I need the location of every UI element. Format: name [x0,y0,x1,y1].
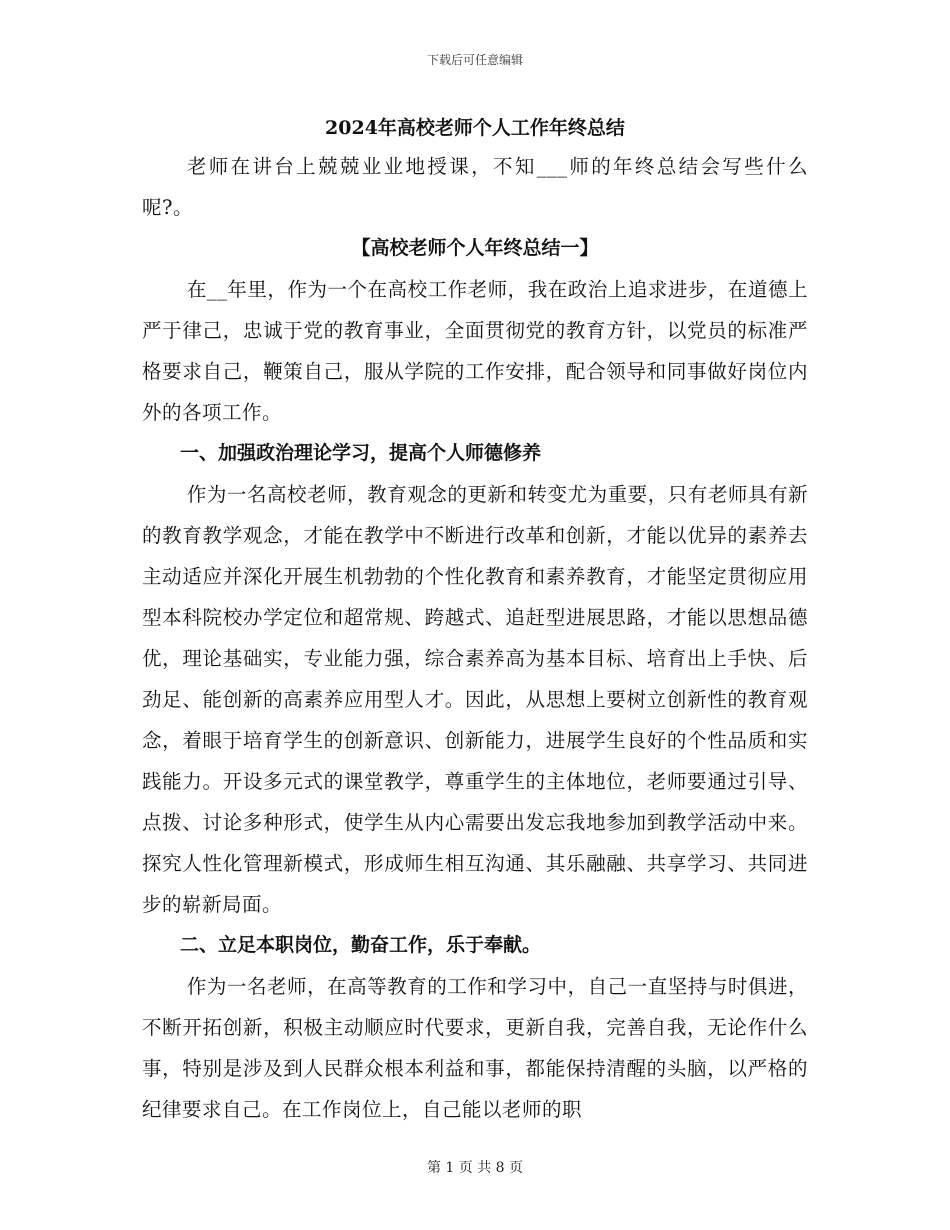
page-header: 下载后可任意编辑 [426,53,523,67]
document-title: 2024年高校老师个人工作年终总结 [325,117,625,139]
section-title: 【高校老师个人年终总结一】 [351,237,599,259]
paragraph-1: 在__年里，作为一个在高校工作老师，我在政治上追求进步，在道德上严于律己，忠诚于党的教育事业，全面贯彻党的教育方针，以党员的标准严格要求自己，鞭策自己，服从学院的工作安排，配合领导和同事做好岗位内外的各项工作。 [142,278,808,424]
intro-paragraph: 老师在讲台上兢兢业业地授课，不知___师的年终总结会写些什么呢?。 [142,155,808,219]
page-footer: 第 1 页 共 8 页 [426,1160,524,1176]
paragraph-3: 作为一名老师，在高等教育的工作和学习中，自己一直坚持与时俱进，不断开拓创新，积极主动顺应时代要求，更新自我，完善自我，无论作什么事，特别是涉及到人民群众根本利益和事，都能保持清醒的头脑，以严格的纪律要求自己。在工作岗位上，自己能以老师的职 [142,975,808,1121]
document-body [142,110,808,1130]
heading-2: 二、立足本职岗位，勤奋工作，乐于奉献。 [180,934,542,956]
heading-1: 一、加强政治理论学习，提高个人师德修养 [180,442,542,464]
paragraph-2: 作为一名高校老师，教育观念的更新和转变尤为重要，只有老师具有新的教育教学观念，才能在教学中不断进行改革和创新，才能以优异的素养去主动适应并深化开展生机勃勃的个性化教育和素养教育，才能坚定贯彻应用型本科院校办学定位和超常规、跨越式、追赶型进展思路，才能以思想品德优，理论基础实，专业能力强，综合素养高为基本目标、培育出上手快、后劲足、能创新的高素养应用型人才。因此，从思想上要树立创新性的教育观念，着眼于培育学生的创新意识、创新能力，进展学生良好的个性品质和实践能力。开设多元式的课堂教学，尊重学生的主体地位，老师要通过引导、点拨、讨论多种形式，使学生从内心需要出发忘我地参加到教学活动中来。探究人性化管理新模式，形成师生相互沟通、其乐融融、共享学习、共同进步的崭新局面。 [142,483,808,916]
